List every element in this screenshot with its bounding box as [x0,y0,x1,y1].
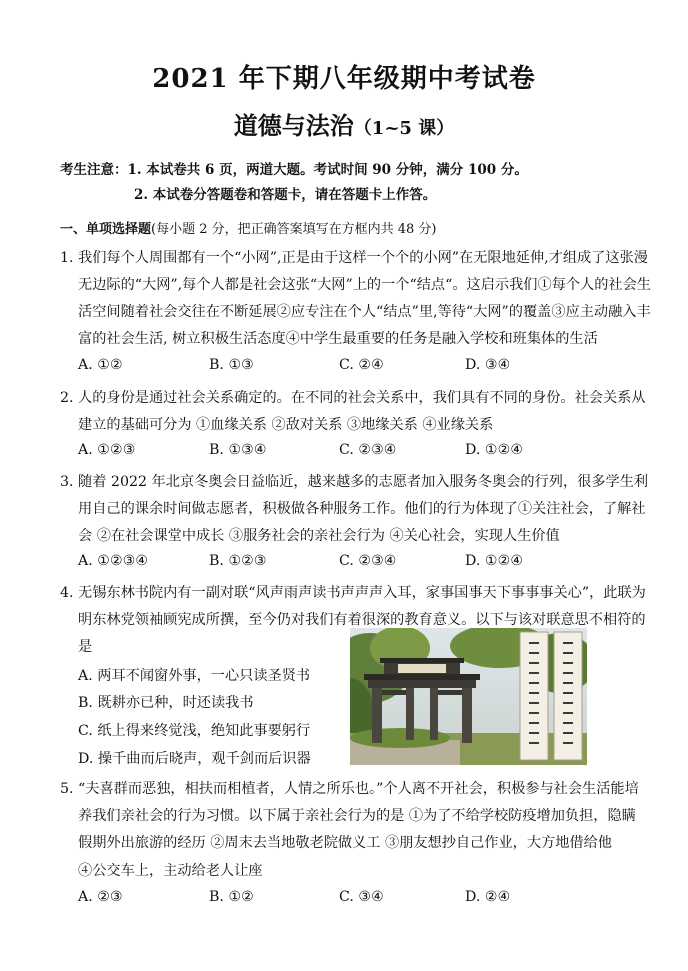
q4-line-3: 是 [78,639,93,655]
notice-line-1 [60,158,528,178]
q3-option-c: C. ②③④ [339,553,397,569]
q4-option-d: D. 操千曲而后晓声，观千剑而后识器 [78,751,311,767]
q5-option-d: D. ②④ [465,889,511,905]
exam-subtitle [0,106,688,141]
lesson-scope: （1~5 课） [353,118,455,139]
q4-line-2: 明东林党领袖顾宪成所撰，至今仍对我们有着很深的教育意义。以下与该对联意思不相符的 [78,612,646,628]
q5-option-a: A. ②③ [78,889,123,905]
q3-line-3: 会 ②在社会课堂中成长 ③服务社会的亲社会行为 ④关心社会，实现人生价值 [78,528,560,544]
q1-line-4: 富的社会生活, 树立积极生活态度④中学生最重要的任务是融入学校和班集体的生活 [78,331,598,347]
q3-line-2: 用自己的课余时间做志愿者，积极做各种服务工作。他们的行为体现了①关注社会，了解社 [78,501,646,517]
q2-option-c: C. ②③④ [339,442,397,458]
q4-option-a: A. 两耳不闻窗外事，一心只读圣贤书 [78,668,311,684]
notice-1: 1. 本试卷共 6 页，两道大题。考试时间 90 分钟，满分 100 分。 [127,162,528,178]
donglin-academy-photo [350,628,587,765]
q2-option-b: B. ①③④ [209,442,267,458]
q1-option-a: A. ①② [78,357,123,373]
q2-option-d: D. ①②④ [465,442,524,458]
q1-line-1: 1. 我们每个人周围都有一个“小网”,正是由于这样一个个的小网”在无限地延伸,才组成了这张漫 [60,250,648,266]
section-heading [60,218,437,237]
q4-option-c: C. 纸上得来终觉浅，绝知此事要躬行 [78,723,311,739]
q2-line-1: 2. 人的身份是通过社会关系确定的。在不同的社会关系中，我们具有不同的身份。社会关系从 [60,390,646,406]
q5-line-2: 养我们亲社会的行为习惯。以下属于亲社会行为的是 ①为了不给学校防疫增加负担，隐瞒 [78,808,636,824]
q4-option-b: B. 既耕亦已种，时还读我书 [78,695,254,711]
q5-option-c: C. ③④ [339,889,384,905]
q4-line-1: 4. 无锡东林书院内有一副对联“风声雨声读书声声声入耳，家事国事天下事事事关心”，此联为 [60,585,646,601]
q2-line-2: 建立的基础可分为 ①血缘关系 ②敌对关系 ③地缘关系 ④业缘关系 [78,417,494,433]
section-title: 一、单项选择题 [60,222,152,237]
exam-title: 2021 年下期八年级期中考试卷 [152,64,536,94]
q5-option-b: B. ①② [209,889,254,905]
q5-line-1: 5. “夫喜群而恶独，相扶而相植者，人情之所乐也。”个人离不开社会，积极参与社会生活能培 [60,781,639,797]
q5-line-4: ④公交车上，主动给老人让座 [78,863,263,879]
q5-line-3: 假期外出旅游的经历 ②周末去当地敬老院做义工 ③朋友想抄自己作业，大方地借给他 [78,835,612,851]
q1-option-d: D. ③④ [465,357,511,373]
q1-option-b: B. ①③ [209,357,254,373]
subject-name: 道德与法治 [233,111,354,140]
q3-option-a: A. ①②③④ [78,553,149,569]
q1-option-c: C. ②④ [339,357,384,373]
q1-line-3: 活空间随着社会交往在不断延展②应专注在个人“结点”里,等待“大网”的覆盖③应主动融入丰 [78,304,651,320]
q2-option-a: A. ①②③ [78,442,136,458]
q3-line-1: 3. 随着 2022 年北京冬奥会日益临近，越来越多的志愿者加入服务冬奥会的行列，很多学生利 [60,474,649,490]
q3-option-b: B. ①②③ [209,553,267,569]
section-note: (每小题 2 分，把正确答案填写在方框内共 48 分) [151,222,437,237]
q3-option-d: D. ①②④ [465,553,524,569]
notice-line-2: 2. 本试卷分答题卷和答题卡，请在答题卡上作答。 [134,187,437,203]
q1-line-2: 无边际的“大网”,每个人都是社会这张“大网”上的一个“结点“。这启示我们①每个人的社会生 [78,277,651,293]
notice-label: 考生注意： [60,162,128,178]
